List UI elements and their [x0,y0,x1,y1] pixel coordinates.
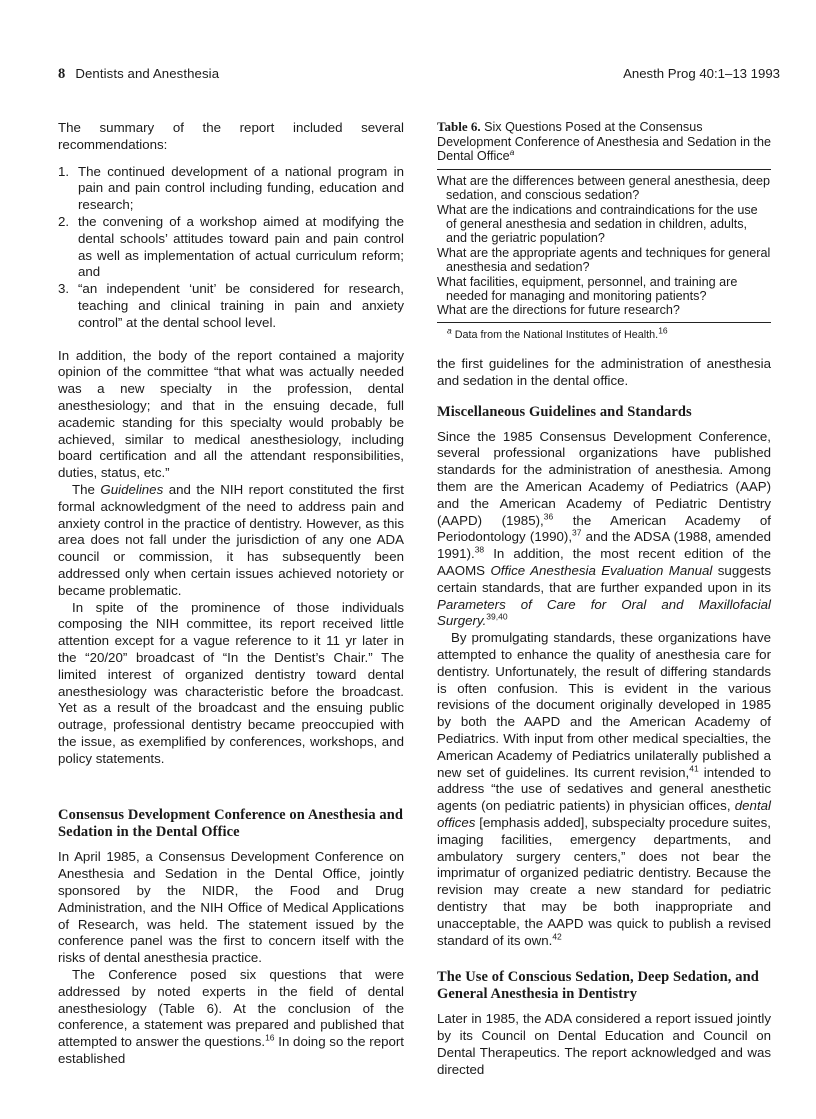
paragraph-since-1985 [437,429,771,631]
reference-superscript: 39,40 [486,611,508,622]
italic-text: Office Anesthesia Evaluation Manual [490,562,713,578]
paragraph-majority-opinion: In addition, the body of the report contained a majority opinion of the committee “that what was actually needed was a new specialty in the profession, dental anesthesiology; and that in the ensuing decade, full academic standing for this specialty would probably be achieved, similar to medical anesthesiology, including board certification and all the attendant responsibilities, duties, status, etc.” [58,347,404,481]
table-row: What are the indications and contraindications for the use of general anesthesia and sedation in children, adults, and the geriatric population? [437,202,758,246]
paragraph-april-1985: In April 1985, a Consensus Development Conference on Anesthesia and Sedation in the Dental Office, jointly sponsored by the NIDR, the Food and Drug Administration, and the NIH Office of Medical Applications of Research, was held. The statement issued by the conference panel was the first to concern itself with the risks of dental anesthesia practice. [58,849,404,966]
reference-superscript: 16 [658,325,668,336]
reference-superscript: 16 [265,1032,275,1043]
table-6 [437,120,771,341]
reference-superscript: 37 [572,527,582,538]
table-bottom-rule [437,322,771,323]
recommendations-list [58,164,404,332]
list-number: 2. [58,213,70,229]
list-text: “an independent ‘unit’ be considered for research, teaching and clinical training in pain and anxiety control” at the dental school level. [78,281,404,330]
footnote-mark: a [447,325,452,336]
list-number: 3. [58,281,70,297]
text-run: intended to address “the use of sedatives and general anesthetic agents (on pediatric patients) in physician offices, [437,764,771,814]
text-run: and the NIH report constituted the first formal acknowledgment of the need to address pain and anxiety control in the practice of dentistry. However, as this area does not fall under the jurisdiction of any one ADA council or commission, it has subsequently been addressed only when certain issues achieved notoriety or became problematic. [58,481,404,598]
paragraph-prominence: In spite of the prominence of those individuals composing the NIH committee, its report received little attention except for a vague reference to it 11 yr later in the “20/20” broadcast of “In the Dentist’s Chair.” The limited interest of organized dentistry toward dental anesthesiology was characteristic before the broadcast. Yet as a result of the broadcast and the ensuing public outrage, professional dentistry became preoccupied with the issue, as exemplified by conferences, workshops, and policy statements. [58,599,404,766]
list-text: The continued development of a national program in pain and pain control including funding, education and research; [78,163,404,213]
table-top-rule [437,169,771,170]
section-heading-misc: Miscellaneous Guidelines and Standards [437,403,692,420]
list-item [58,214,404,281]
italic-text: dental offices [437,798,771,830]
paragraph-continued: the first guidelines for the administration of anesthesia and sedation in the dental office. [437,356,771,388]
paragraph-guidelines [58,482,404,600]
footnote-text: Data from the National Institutes of Health. [451,328,659,341]
reference-superscript: 36 [543,511,554,522]
paragraph-later-1985: Later in 1985, the ADA considered a report issued jointly by its Council on Dental Education and Council on Dental Therapeutics. The report acknowledged and was directed [437,1011,771,1077]
table-caption [437,120,771,164]
text-run: The [72,481,101,497]
list-text: the convening of a workshop aimed at modifying the dental schools’ attitudes toward pain and pain control as well as implementation of actual curriculum reform; and [78,213,404,280]
journal-citation: Anesth Prog 40:1–13 1993 [623,66,780,81]
list-number: 1. [58,163,70,179]
text-run: Since the 1985 Consensus Development Conference, several professional organizations have published standards for the administration of anesthesia. Among them are the American Academy of Pediatrics (AAP) and the American Academy of Pediatric Dentistry (AAPD) (1985), [437,428,771,528]
text-run: suggests certain standards, that are further expanded upon in its [437,562,771,595]
text-run: In doing so the report established [58,1034,405,1067]
text-run: By promulgating standards, these organizations have attempted to enhance the quality of anesthesia care for dentistry. Unfortunately, the result of differing standards is often confusion. This is evident in the various revisions of the document originally developed in 1985 by both the AAPD and the American Academy of Pediatrics. With input from other medical specialties, the American Academy of Pediatrics unilaterally published a new set of guidelines. Its current revision, [437,630,771,780]
table-footnote [437,325,771,341]
text-run: In addition, the most recent edition of the AAOMS [437,546,771,578]
paragraph-conference [58,967,404,1068]
reference-superscript: 38 [474,544,485,555]
table-row: What facilities, equipment, personnel, and training are needed for managing and monitoring patients? [437,274,738,304]
text-run: [emphasis added], subspecialty procedure suites, imaging facilities, emergency departments, and ambulatory surgery centers,” does not bear the imprimatur of organized pediatric dentistry. Because the revision may create a new standard for pediatric dentistry that may be both inappropriate and unacceptable, the AAPD was quick to publish a revised standard of its own. [437,814,771,948]
text-run: The Conference posed six questions that were addressed by noted experts in the field of dental anesthesiology (Table 6). At the conclusion of the conference, a statement was prepared and published that attempted to answer the questions. [58,967,404,1050]
text-run: and the ADSA (1988, amended 1991). [437,529,771,562]
section-heading-conscious-sedation: The Use of Conscious Sedation, Deep Sedation, and General Anesthesia in Dentistry [437,969,759,1003]
text-run: the American Academy of Periodontology (1990), [437,512,772,545]
running-title: Dentists and Anesthesia [75,66,220,81]
italic-text: Guidelines [100,481,164,497]
section-heading-consensus: Consensus Development Conference on Anesthesia and Sedation in the Dental Office [58,807,404,841]
recommendations-intro: The summary of the report included several recommendations: [58,120,404,152]
italic-text: Parameters of Care for Oral and Maxillofacial Surgery. [437,596,771,629]
footnote-mark: a [509,147,515,157]
table-title: Six Questions Posed at the Consensus Development Conference of Anesthesia and Sedation in the Dental Office [437,120,771,164]
table-label: Table 6. [437,119,481,134]
table-row: What are the appropriate agents and techniques for general anesthesia and sedation? [437,245,771,275]
left-column [58,120,404,1068]
reference-superscript: 41 [689,763,699,774]
list-item [58,164,404,214]
reference-superscript: 42 [552,931,562,942]
table-questions [437,174,771,318]
right-column [437,356,771,1078]
table-row: What are the directions for future research? [437,303,680,318]
list-item [58,281,404,331]
table-row: What are the differences between general anesthesia, deep sedation, and conscious sedation? [437,173,771,203]
running-header-left [58,66,219,83]
page-number: 8 [58,66,66,82]
paragraph-promulgating [437,630,771,949]
